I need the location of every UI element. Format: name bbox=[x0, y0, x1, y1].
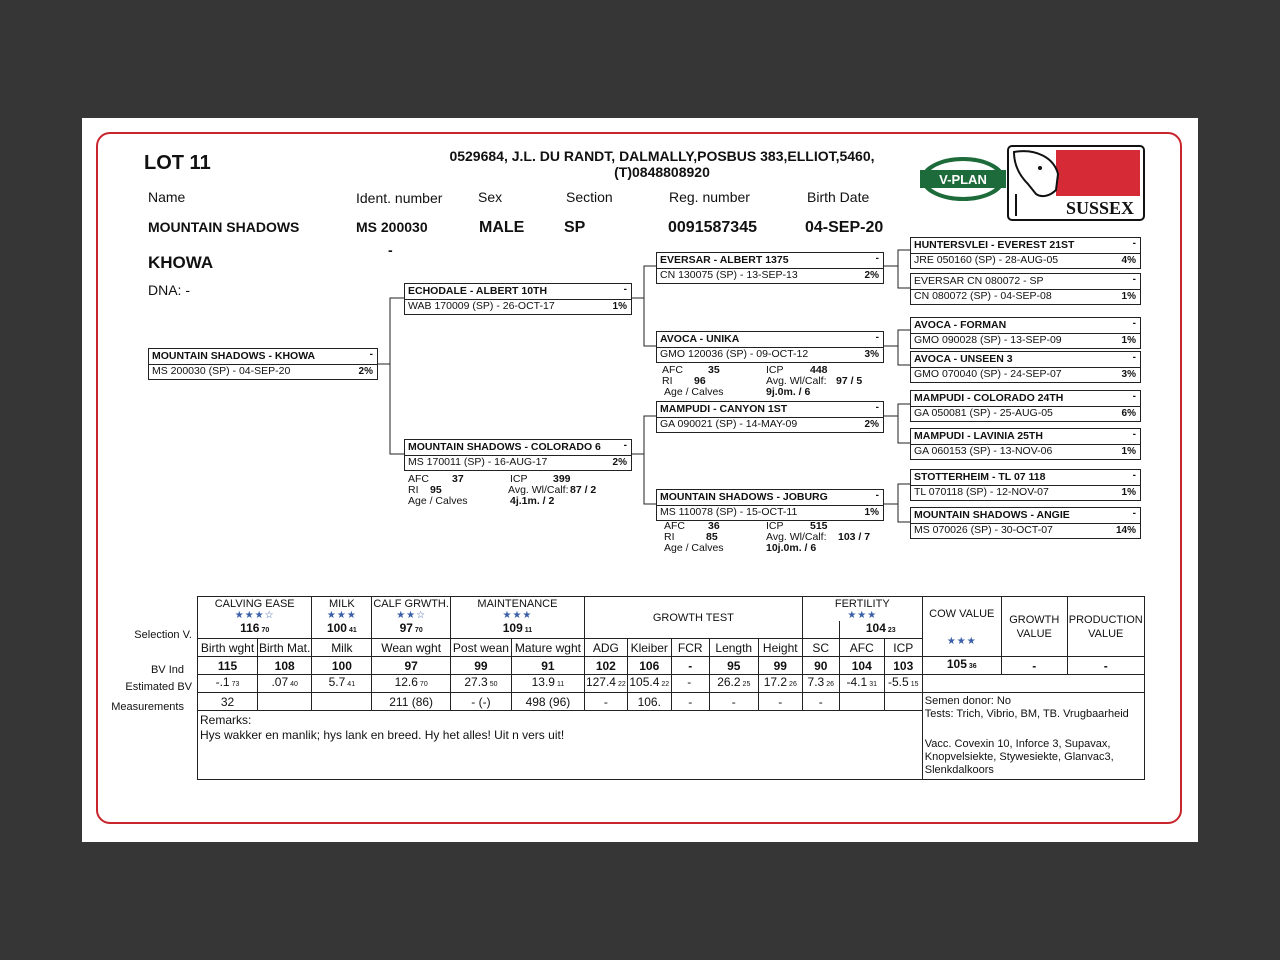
pedigree-sheet: LOT 11 0529684, J.L. DU RANDT, DALMALLY,POSBUS 383,ELLIOT,5460, (T)0848808920 V-PLAN SUSSEX Name Ident. number Sex Section Reg. number Birth Date MOUNTAIN SHADOWS MS 200030 - MALE SP 0091587345 04-SEP-20 KHOWA DNA: - MOUNTAIN SHADOWS - KHOWA - MS 200030 (SP) - 04-SEP-20 2% ECHODALE - ALBERT 10TH - WAB 170009 (SP) - 26-OCT-17 1% MOUNTAIN SHADOWS - COLORADO 6 - MS 170011 (SP) - 16-AUG-17 2% AFC 37 ICP 399 RI 95 Avg. Wl/Calf: 87 / 2 Age / Calves 4j.1m. / 2 EVERSAR - ALBERT 1375 - CN 130075 (SP) - 13-SEP-13 2% AVOCA - UNIKA - GMO 120036 (SP) - 09-OCT-12 3% AFC 35 ICP 448 RI 96 Avg. Wl/Calf: 97 / 5 Age / Calves 9j.0m. / 6 MAMPUDI - CANYON 1ST - GA 090021 (SP) - 14-MAY-09 2% MOUNTAIN SHADOWS - JOBURG - MS 110078 (SP) - 15-OCT-11 1% AFC 36 ICP 515 RI 85 Avg. Wl/Calf: 103 / 7 Age / Calves 10j.0m. / 6 HUNTERSVLEI - EVEREST 21ST - JRE 050160 (SP) - 28-AUG-05 4% EVERSAR CN 080072 - SP - CN 080072 (SP) - 04-SEP-08 1% AVOCA - FORMAN - GMO 090028 (SP) - 13-SEP-09 1% AVOCA - UNSEEN 3 - GMO 070040 (SP) - 24-SEP-07 3% MAMPUDI - COLORADO 24TH - GA 050081 (SP) - 25-AUG-05 6% MAMPUDI - LAVINIA 25TH - GA 060153 (SP) - 13-NOV-06 1% STOTTERHEIM - TL 07 118 - TL 070118 (SP) - 12-NOV-07 1% MOUNTAIN SHADOWS - ANGIE - MS 070026 (SP) - 30-OCT-07 14% Selection V. BV Ind Estimated BV Measurements CALVING EASE ★★★☆ MILK ★★★ CALF GRWTH. ★★☆ MAINTENANCE ★★★ GROWTH TEST FERTILITY ★★★ COW VALUE ★★★ GROWTH VALUE PRODUCTION VALUE 116 70 100 41 97 70 109 11 104 23 Birth wght Birth Mat. Milk Wean wght Post wean Mature wght ADG Kleiber FCR Length Height SC AFC ICP 115 108 100 97 99 91 102 106 - 95 99 90 104 103 105 36 - - -.1 73 .07 40 5.7 41 12.6 70 27.3 50 13.9 11 127.4 22 105.4 22 - 26.2 25 17.2 26 7.3 26 -4.1 31 -5.5 15 32 211 (86) - (-) 498 (96) - 106. - - - - Semen donor: No Tests: Trich, Vibrio, BM, TB. Vrugbaarheid Vacc. Covexin 10, Inforce 3, Supavax, Knopvelsiekte, Stywesiekte, Glanvac3, Slenkdalkoors Remarks: Hys wakker en manlik; hys lank en breed. Hy het alles! Uit n vers uit! bbox=[82, 118, 1198, 842]
vaccinations-3: Slenkdalkoors bbox=[924, 764, 994, 776]
header-name: Name bbox=[148, 189, 186, 205]
col-post-wean: Post wean bbox=[450, 639, 511, 657]
svg-text:V-PLAN: V-PLAN bbox=[939, 172, 987, 187]
col-wean-wght: Wean wght bbox=[372, 639, 451, 657]
animal-birth: 04-SEP-20 bbox=[805, 219, 884, 236]
header-sex: Sex bbox=[478, 189, 503, 205]
ebv-cell: 13.9 11 bbox=[511, 675, 584, 693]
pedigree-sire-sire: EVERSAR - ALBERT 1375 - CN 130075 (SP) - 13-SEP-13 2% bbox=[656, 252, 884, 284]
meas-cell: - bbox=[584, 693, 627, 711]
meas-cell: 32 bbox=[198, 693, 258, 711]
ebv-cell: 12.6 70 bbox=[372, 675, 451, 693]
remarks bbox=[198, 711, 923, 780]
pedigree-dam-sire: MAMPUDI - CANYON 1ST - GA 090021 (SP) - 14-MAY-09 2% bbox=[656, 401, 884, 433]
meas-cell: 106. bbox=[627, 693, 671, 711]
col-birth-wght: Birth wght bbox=[198, 639, 258, 657]
ebv-cell: - bbox=[671, 675, 709, 693]
animal-name-2: KHOWA bbox=[148, 253, 214, 272]
col-height: Height bbox=[758, 639, 802, 657]
vaccinations-1: Vacc. Covexin 10, Inforce 3, Supavax, bbox=[924, 738, 1111, 750]
meas-cell bbox=[839, 693, 884, 711]
pedigree-gg-2: EVERSAR CN 080072 - SP - CN 080072 (SP) - 04-SEP-08 1% bbox=[910, 273, 1141, 305]
bvind-growth-value: - bbox=[1001, 657, 1067, 675]
meas-cell: 498 (96) bbox=[511, 693, 584, 711]
sel-calf: 97 70 bbox=[372, 621, 451, 639]
group-calving: CALVING EASE ★★★☆ bbox=[198, 597, 312, 622]
ebv-cell: -5.5 15 bbox=[884, 675, 922, 693]
bvind-cell: 104 bbox=[839, 657, 884, 675]
bvind-cell: 91 bbox=[511, 657, 584, 675]
sel-calving: 116 70 bbox=[198, 621, 312, 639]
label-ebv: Estimated BV bbox=[125, 681, 192, 693]
pedigree-gg-3: AVOCA - FORMAN - GMO 090028 (SP) - 13-SEP-09 1% bbox=[910, 317, 1141, 349]
pedigree-dam-dam: MOUNTAIN SHADOWS - JOBURG - MS 110078 (SP) - 15-OCT-11 1% bbox=[656, 489, 884, 521]
label-selection: Selection V. bbox=[134, 629, 192, 641]
semen-donor: Semen donor: No bbox=[924, 695, 1011, 707]
header-reg: Reg. number bbox=[669, 189, 750, 205]
meas-cell: - (-) bbox=[450, 693, 511, 711]
group-production-value: PRODUCTION VALUE bbox=[1067, 597, 1144, 657]
col-afc: AFC bbox=[839, 639, 884, 657]
bvind-cell: 97 bbox=[372, 657, 451, 675]
bvind-cell: 103 bbox=[884, 657, 922, 675]
sel-milk: 100 41 bbox=[312, 621, 372, 639]
animal-sex: MALE bbox=[479, 219, 525, 236]
bvind-cell: 115 bbox=[198, 657, 258, 675]
col-adg: ADG bbox=[584, 639, 627, 657]
col-icp: ICP bbox=[884, 639, 922, 657]
bvind-cell: - bbox=[671, 657, 709, 675]
lot-number: LOT 11 bbox=[144, 152, 211, 174]
sel-fert: 104 23 bbox=[839, 621, 922, 639]
pedigree-sire: ECHODALE - ALBERT 10TH - WAB 170009 (SP) - 26-OCT-17 1% bbox=[404, 283, 632, 315]
col-mature-wght: Mature wght bbox=[511, 639, 584, 657]
svg-text:SUSSEX: SUSSEX bbox=[1065, 198, 1135, 218]
header-birth: Birth Date bbox=[807, 189, 870, 205]
meas-cell: 211 (86) bbox=[372, 693, 451, 711]
ebv-row bbox=[198, 675, 1145, 693]
bvind-cow-value: 105 36 bbox=[922, 657, 1001, 675]
col-kleiber: Kleiber bbox=[627, 639, 671, 657]
bvind-cell: 100 bbox=[312, 657, 372, 675]
animal-name: MOUNTAIN SHADOWS bbox=[148, 219, 300, 235]
health-notes bbox=[922, 693, 1144, 780]
pedigree-gg-4: AVOCA - UNSEEN 3 - GMO 070040 (SP) - 24-SEP-07 3% bbox=[910, 351, 1141, 383]
ebv-cell: 127.4 22 bbox=[584, 675, 627, 693]
ebv-cell: 5.7 41 bbox=[312, 675, 372, 693]
bvind-production-value: - bbox=[1067, 657, 1144, 675]
ebv-cell: 27.3 50 bbox=[450, 675, 511, 693]
animal-reg: 0091587345 bbox=[668, 219, 757, 236]
sel-maint: 109 11 bbox=[450, 621, 584, 639]
pedigree-gg-1: HUNTERSVLEI - EVEREST 21ST - JRE 050160 (SP) - 28-AUG-05 4% bbox=[910, 237, 1141, 269]
pedigree-dam: MOUNTAIN SHADOWS - COLORADO 6 - MS 170011 (SP) - 16-AUG-17 2% bbox=[404, 439, 632, 471]
ebv-cell: -4.1 31 bbox=[839, 675, 884, 693]
group-growth-value: GROWTH VALUE bbox=[1001, 597, 1067, 657]
meas-cell bbox=[884, 693, 922, 711]
pedigree-gg-7: STOTTERHEIM - TL 07 118 - TL 070118 (SP) - 12-NOV-07 1% bbox=[910, 469, 1141, 501]
meas-cell: - bbox=[758, 693, 802, 711]
ebv-cell: 7.3 26 bbox=[802, 675, 839, 693]
header-ident: Ident. number bbox=[356, 190, 443, 206]
meas-cell: - bbox=[802, 693, 839, 711]
ebv-cell: 26.2 25 bbox=[709, 675, 758, 693]
col-milk: Milk bbox=[312, 639, 372, 657]
col-birth-mat: Birth Mat. bbox=[259, 640, 311, 655]
animal-ident-2: - bbox=[388, 242, 393, 258]
bvind-cell: 102 bbox=[584, 657, 627, 675]
group-cow-value: COW VALUE ★★★ bbox=[922, 597, 1001, 657]
tests: Tests: Trich, Vibrio, BM, TB. Vrugbaarheid bbox=[924, 708, 1129, 720]
bvind-cell: 99 bbox=[450, 657, 511, 675]
col-length: Length bbox=[709, 639, 758, 657]
ebv-cell: -.1 73 bbox=[198, 675, 258, 693]
label-measurements: Measurements bbox=[111, 701, 184, 713]
owner-line1: 0529684, J.L. DU RANDT, DALMALLY,POSBUS 383,ELLIOT,5460, bbox=[449, 148, 875, 164]
pedigree-self: MOUNTAIN SHADOWS - KHOWA - MS 200030 (SP) - 04-SEP-20 2% bbox=[148, 348, 378, 380]
pedigree-sire-dam: AVOCA - UNIKA - GMO 120036 (SP) - 09-OCT-12 3% bbox=[656, 331, 884, 363]
bvind-row bbox=[198, 657, 1145, 675]
pedigree-gg-8: MOUNTAIN SHADOWS - ANGIE - MS 070026 (SP) - 30-OCT-07 14% bbox=[910, 507, 1141, 539]
measurements-row bbox=[198, 693, 1145, 711]
pedigree-gg-5: MAMPUDI - COLORADO 24TH - GA 050081 (SP) - 25-AUG-05 6% bbox=[910, 390, 1141, 422]
ebv-cell: 17.2 26 bbox=[758, 675, 802, 693]
bvind-cell: 95 bbox=[709, 657, 758, 675]
dna-status: DNA: - bbox=[148, 282, 190, 298]
col-fcr: FCR bbox=[671, 639, 709, 657]
animal-section: SP bbox=[564, 219, 586, 236]
bvind-cell: 108 bbox=[258, 657, 312, 675]
bvind-cell: 99 bbox=[758, 657, 802, 675]
group-calf-growth: CALF GRWTH. ★★☆ bbox=[373, 598, 449, 621]
meas-cell bbox=[258, 693, 312, 711]
remarks-text: Hys wakker en manlik; hys lank en breed. Hy het alles! Uit n vers uit! bbox=[200, 728, 565, 743]
ebv-cell: .07 40 bbox=[258, 675, 312, 693]
meas-cell: - bbox=[709, 693, 758, 711]
group-milk: MILK ★★★ bbox=[312, 597, 372, 622]
col-sc: SC bbox=[802, 639, 839, 657]
ebv-cell: 105.4 22 bbox=[627, 675, 671, 693]
group-maintenance: MAINTENANCE ★★★ bbox=[450, 597, 584, 622]
header-section: Section bbox=[566, 189, 613, 205]
animal-ident: MS 200030 bbox=[356, 219, 428, 235]
bvind-cell: 106 bbox=[627, 657, 671, 675]
pedigree-gg-6: MAMPUDI - LAVINIA 25TH - GA 060153 (SP) - 13-NOV-06 1% bbox=[910, 428, 1141, 460]
meas-cell: - bbox=[671, 693, 709, 711]
group-header-row bbox=[198, 597, 1145, 622]
bvind-cell: 90 bbox=[802, 657, 839, 675]
label-bvind: BV Ind bbox=[150, 664, 184, 676]
group-growth-test: GROWTH TEST bbox=[584, 597, 802, 639]
owner-line2: (T)0848808920 bbox=[614, 164, 710, 180]
group-fertility: FERTILITY ★★★ bbox=[802, 597, 922, 622]
remarks-label: Remarks: bbox=[200, 713, 252, 728]
breeding-values-table bbox=[197, 596, 1145, 780]
vaccinations-2: Knopvelsiekte, Stywesiekte, Glanvac3, bbox=[924, 751, 1114, 763]
meas-cell bbox=[312, 693, 372, 711]
